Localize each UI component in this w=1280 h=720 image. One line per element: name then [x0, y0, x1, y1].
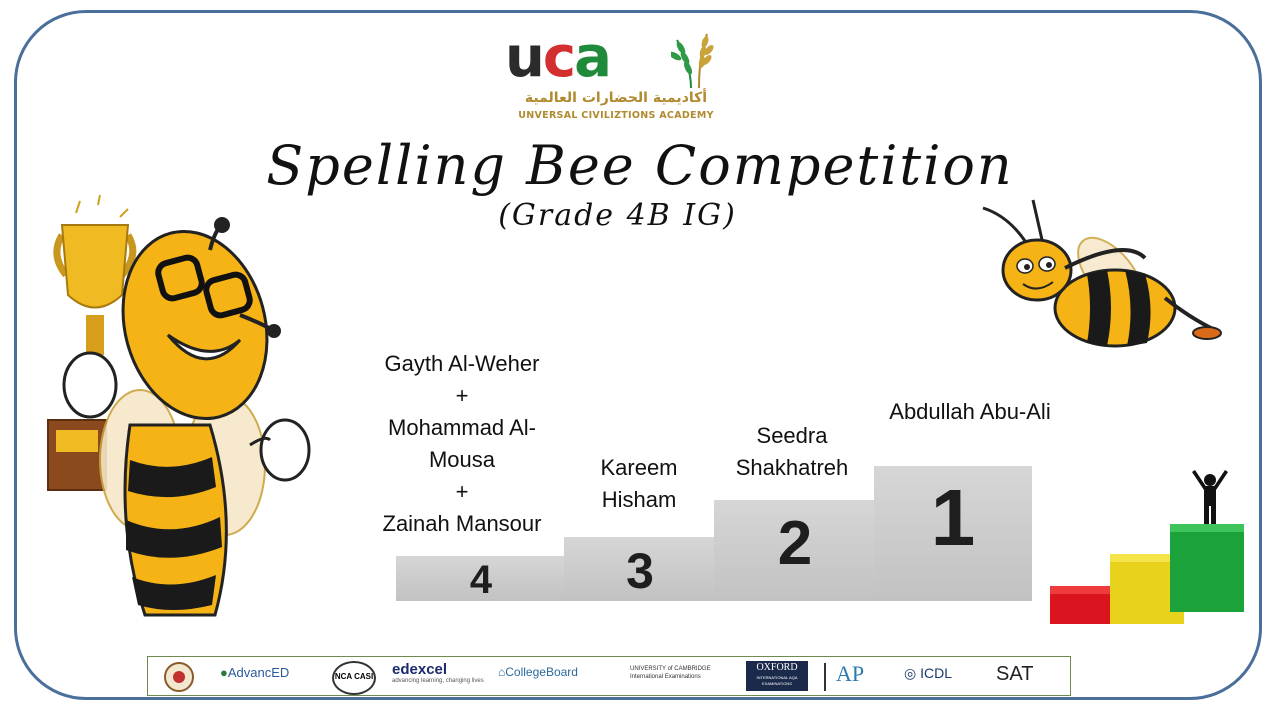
- podium-step-2: [714, 500, 876, 601]
- podium-number-2: 2: [777, 509, 813, 578]
- advanced-logo: ●AdvancED: [220, 665, 290, 680]
- podium-step-1: [874, 466, 1032, 601]
- logo-letter-u: u: [505, 25, 543, 90]
- podium-number-3: 3: [626, 543, 654, 599]
- winner-name-2: [712, 420, 872, 484]
- name-line: Kareem: [600, 455, 678, 480]
- name-line: Mousa: [428, 447, 496, 472]
- logo-wordmark: [505, 25, 610, 90]
- podium-step-4: [396, 556, 566, 601]
- name-line: Zainah Mansour: [382, 511, 542, 536]
- edexcel-logo: edexcel advancing learning, changing lives: [392, 661, 484, 684]
- winner-name-4: [368, 348, 556, 540]
- name-line: +: [455, 383, 469, 408]
- icdl-logo: ◎ ICDL: [904, 665, 953, 681]
- divider: [824, 663, 826, 691]
- colored-podium-icon: [1046, 468, 1250, 628]
- winner-name-1: [860, 396, 1080, 428]
- icdl-swirl-icon: ◎: [904, 665, 917, 681]
- name-line: Shakhatreh: [735, 455, 849, 480]
- reclining-bee-illustration: [975, 198, 1230, 358]
- name-line: Mohammad Al-: [388, 415, 536, 440]
- logo-english-text: UNVERSAL CIVILIZTIONS ACADEMY: [518, 110, 714, 121]
- acorn-icon: ⌂: [498, 665, 506, 679]
- name-line: +: [455, 479, 469, 504]
- uca-logo: [505, 25, 727, 124]
- logo-letter-c: c: [542, 25, 575, 90]
- oxford-logo: OXFORD INTERNATIONAL AQA EXAMINATIONS: [746, 661, 808, 691]
- wheat-icon: [671, 30, 727, 90]
- bee-trophy-illustration: [40, 195, 315, 620]
- cambridge-logo: UNIVERSITY of CAMBRIDGE International Examinations: [630, 666, 711, 680]
- name-line: Hisham: [601, 487, 677, 512]
- page-title: Spelling Bee Competition: [266, 134, 1014, 197]
- logo-letter-a: a: [574, 25, 610, 90]
- globe-icon: ●: [220, 665, 228, 680]
- name-line: Abdullah Abu-Ali: [889, 399, 1051, 424]
- logo-arabic-text: أكاديمية الحضارات العالمية: [524, 90, 708, 106]
- jordan-emblem-icon: [158, 661, 200, 693]
- nca-casi-logo: NCA CASI: [332, 661, 376, 695]
- collegeboard-logo: ⌂CollegeBoard: [498, 665, 578, 679]
- accreditation-strip: [147, 656, 1071, 696]
- podium-number-1: 1: [930, 473, 976, 562]
- page-subtitle: (Grade 4B IG): [498, 198, 737, 233]
- name-line: Seedra: [756, 423, 828, 448]
- podium-number-4: 4: [469, 558, 493, 602]
- winner-name-3: [565, 452, 713, 516]
- podium-step-3: [564, 537, 716, 601]
- name-line: Gayth Al-Weher: [384, 351, 540, 376]
- sat-logo: SAT: [996, 663, 1034, 685]
- ap-logo: AP: [836, 661, 865, 686]
